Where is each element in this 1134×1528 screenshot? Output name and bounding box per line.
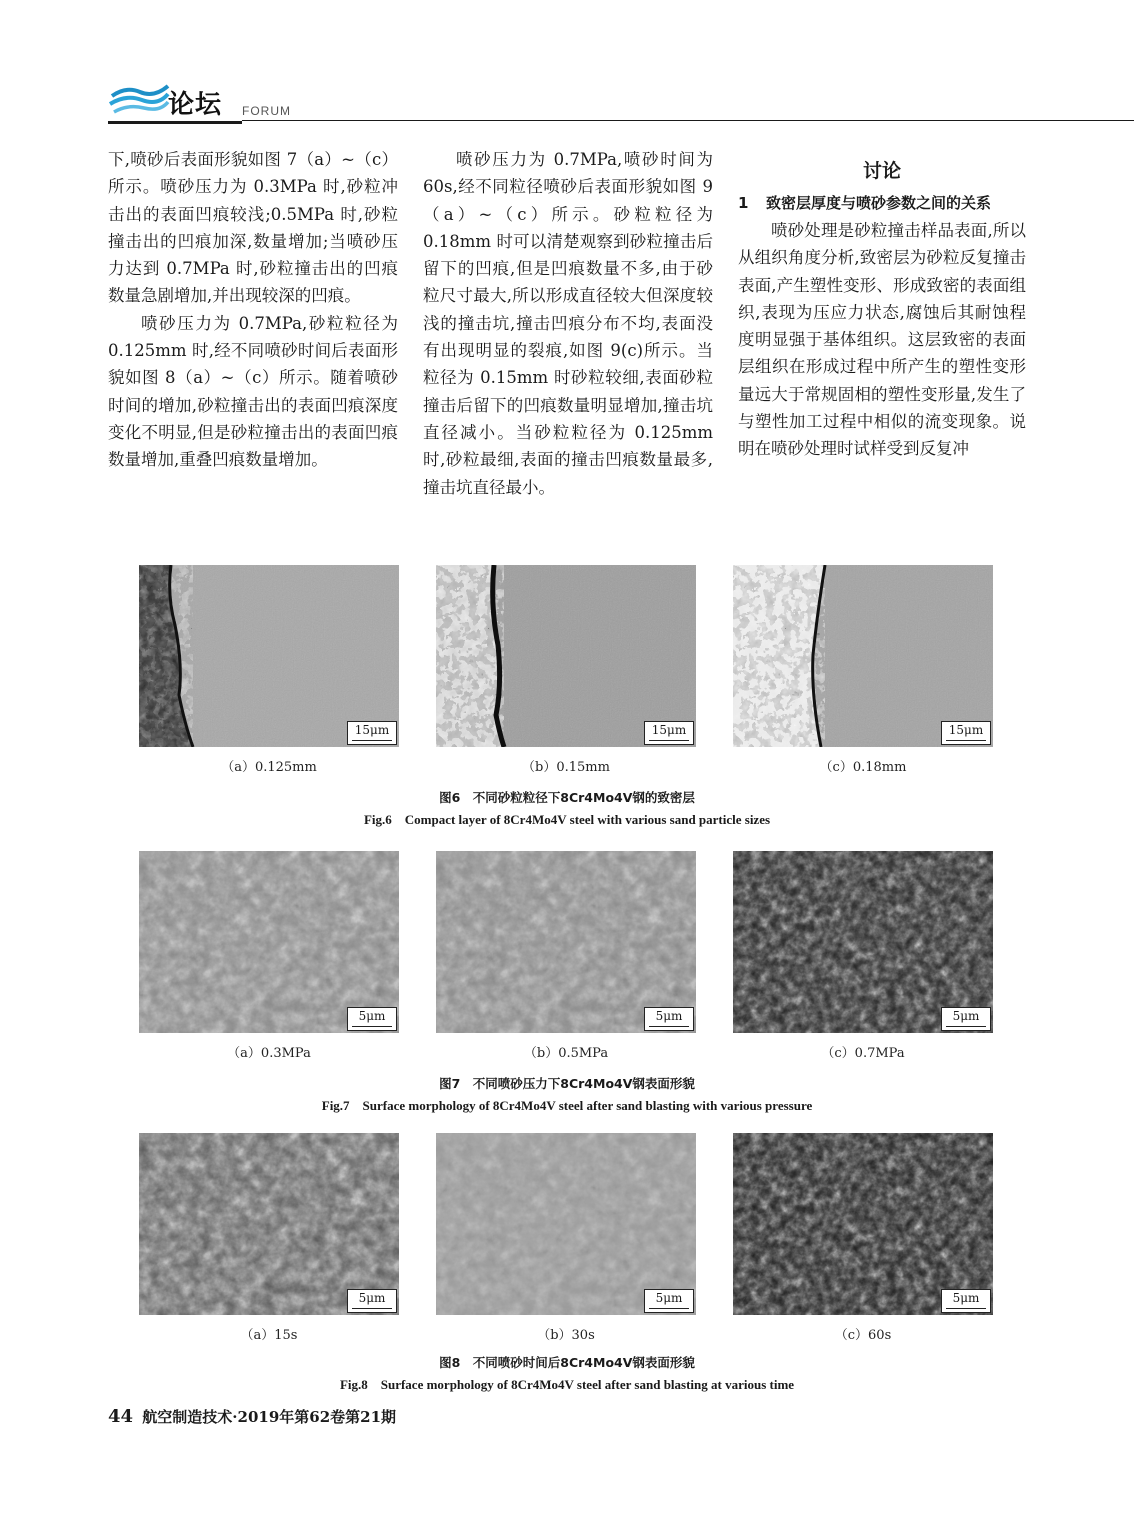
subfigure-label: （c）0.7MPa bbox=[821, 1046, 905, 1061]
text-column-3 bbox=[738, 146, 1026, 463]
text-column-1 bbox=[108, 146, 398, 474]
scale-bar: 5μm bbox=[644, 1007, 694, 1031]
text-column-2 bbox=[423, 146, 713, 501]
micrograph-fig8c bbox=[733, 1133, 993, 1315]
header-section-title: 论坛 bbox=[168, 90, 223, 120]
journal-logo-waves bbox=[108, 78, 170, 118]
page-footer bbox=[108, 1406, 396, 1427]
paragraph: 喷砂处理是砂粒撞击样品表面,所以从组织角度分析,致密层为砂粒反复撞击表面,产生塑性变形、形成致密的表面组织,表现为压应力状态,腐蚀后其耐蚀程度明显强于基体组织。这层致密的表面层组织在形成过程中所产生的塑性变形量远大于常规固相的塑性变形量,发生了与塑性加工过程中相似的流变现象。说明在喷砂处理时试样受到反复冲 bbox=[738, 221, 1026, 459]
scale-bar: 5μm bbox=[941, 1007, 991, 1031]
figure-caption-cn: 图8 不同喷砂时间后8Cr4Mo4V钢表面形貌 bbox=[439, 1355, 695, 1370]
figure-caption-en: Fig.8 Surface morphology of 8Cr4Mo4V steel after sand blasting at various time bbox=[339, 1377, 795, 1392]
micrograph-fig7c bbox=[733, 851, 993, 1033]
header-section-subtitle: FORUM bbox=[242, 104, 291, 118]
page-number: 44 bbox=[108, 1406, 134, 1427]
paragraph: 喷砂压力为 0.7MPa,喷砂时间为 60s,经不同粒径喷砂后表面形貌如图 9（a）~（c）所示。砂粒粒径为 0.18mm 时可以清楚观察到砂粒撞击后留下的凹痕,但是凹痕数量不多,由于砂粒尺寸最大,所以形成直径较大但深度较浅的撞击坑,撞击凹痕分布不均,表面没有出现明显的裂痕,如图 9(c)所示。当粒径为 0.15mm 时砂粒较细,表面砂粒撞击后留下的凹痕数量明显增加,撞击坑直径减小。当砂粒粒径为 0.125mm 时,砂粒最细,表面的撞击凹痕数量最多,撞击坑直径最小。 bbox=[423, 150, 713, 497]
subsection-title: 致密层厚度与喷砂参数之间的关系 bbox=[766, 194, 992, 212]
subfigure-label: （c）60s bbox=[834, 1328, 892, 1343]
figure-caption-cn: 图7 不同喷砂压力下8Cr4Mo4V钢表面形貌 bbox=[439, 1076, 695, 1091]
scale-bar: 5μm bbox=[347, 1007, 397, 1031]
subfigure-label: （c）0.18mm bbox=[819, 760, 907, 775]
figure-caption-cn: 图6 不同砂粒粒径下8Cr4Mo4V钢的致密层 bbox=[439, 790, 695, 805]
scale-bar: 15μm bbox=[644, 721, 694, 745]
paragraph: 喷砂压力为 0.7MPa,砂粒粒径为 0.125mm 时,经不同喷砂时间后表面形貌如图 8（a）~（c）所示。随着喷砂时间的增加,砂粒撞击出的表面凹痕深度变化不明显,但是砂粒撞击出的表面凹痕数量增加,重叠凹痕数量增加。 bbox=[108, 313, 398, 470]
micrograph-fig6c bbox=[733, 565, 993, 747]
header-rule-accent bbox=[108, 121, 242, 124]
scale-bar: 15μm bbox=[347, 721, 397, 745]
subfigure-label: （a）0.3MPa bbox=[227, 1046, 311, 1061]
paragraph: 下,喷砂后表面形貌如图 7（a）~（c）所示。喷砂压力为 0.3MPa 时,砂粒冲击出的表面凹痕较浅;0.5MPa 时,砂粒撞击出的凹痕加深,数量增加;当喷砂压力达到 0.7MPa 时,砂粒撞击出的凹痕数量急剧增加,并出现较深的凹痕。 bbox=[108, 150, 398, 306]
micrograph-fig8a bbox=[139, 1133, 399, 1315]
figure-caption-en: Fig.6 Compact layer of 8Cr4Mo4V steel with various sand particle sizes bbox=[363, 812, 771, 827]
scale-bar: 15μm bbox=[941, 721, 991, 745]
micrograph-fig6b bbox=[436, 565, 696, 747]
subfigure-label: （b）0.5MPa bbox=[523, 1046, 609, 1061]
scale-bar: 5μm bbox=[644, 1289, 694, 1313]
micrograph-fig7a bbox=[139, 851, 399, 1033]
header-rule bbox=[242, 120, 1134, 121]
section-heading: 讨论 bbox=[862, 160, 901, 182]
micrograph-fig6a bbox=[139, 565, 399, 747]
subfigure-label: （b）0.15mm bbox=[522, 760, 610, 775]
micrograph-fig8b bbox=[436, 1133, 696, 1315]
scale-bar: 5μm bbox=[941, 1289, 991, 1313]
subfigure-label: （a）0.125mm bbox=[221, 760, 317, 775]
subsection-number: 1 bbox=[738, 194, 749, 212]
journal-info: 航空制造技术·2019年第62卷第21期 bbox=[142, 1408, 397, 1426]
subfigure-label: （a）15s bbox=[240, 1328, 298, 1343]
subfigure-label: （b）30s bbox=[537, 1328, 595, 1343]
figure-caption-en: Fig.7 Surface morphology of 8Cr4Mo4V steel after sand blasting with various pressure bbox=[321, 1098, 813, 1113]
subsection-heading bbox=[738, 190, 1026, 217]
micrograph-fig7b bbox=[436, 851, 696, 1033]
scale-bar: 5μm bbox=[347, 1289, 397, 1313]
